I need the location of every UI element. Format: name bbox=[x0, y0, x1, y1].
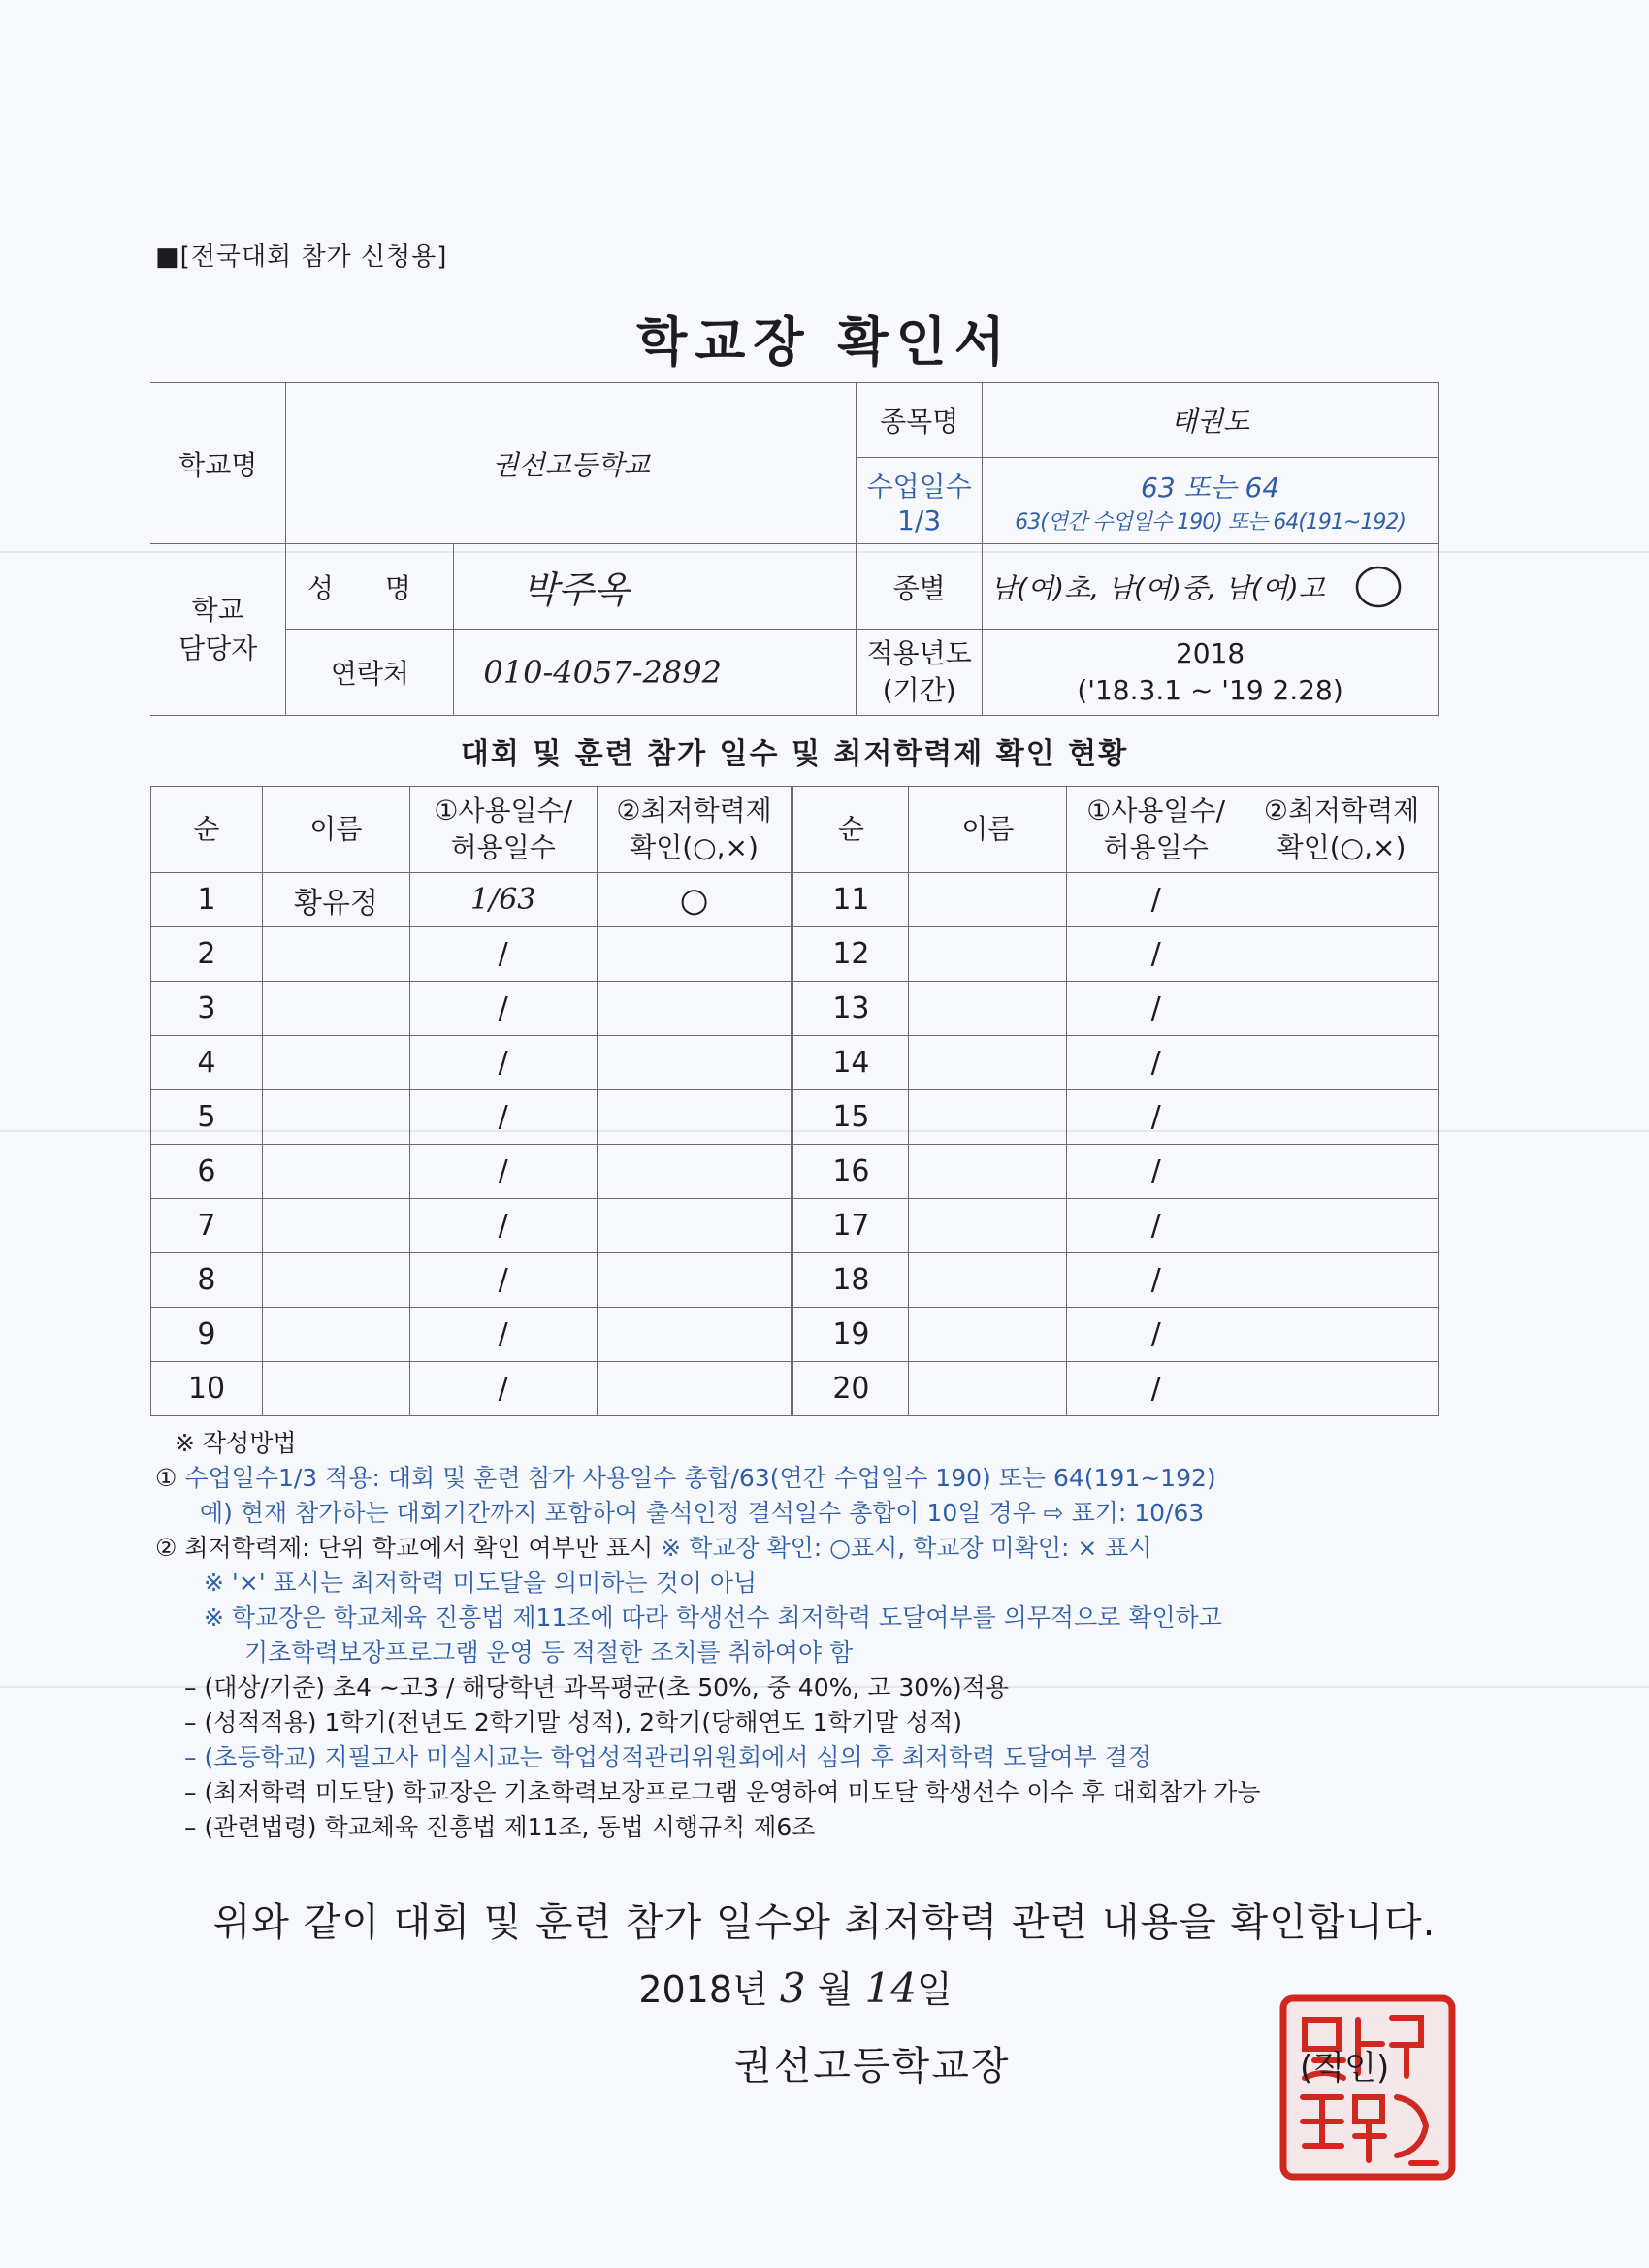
col-days bbox=[409, 787, 597, 873]
table-row bbox=[151, 1036, 1439, 1090]
roster-cell-no: 15 bbox=[792, 1090, 909, 1145]
roster-cell-check bbox=[1245, 1036, 1439, 1090]
note-2-marker: ② bbox=[155, 1534, 178, 1562]
roster-cell-days: / bbox=[1067, 1362, 1245, 1416]
col-check-line1: ②최저학력제 bbox=[1263, 794, 1420, 826]
table-row bbox=[151, 1308, 1439, 1362]
roster-cell-name bbox=[909, 1199, 1067, 1253]
category-label: 종별 bbox=[857, 544, 983, 630]
detail-2: – (성적적용) 1학기(전년도 2학기말 성적), 2학기(당해연도 1학기말 성적) bbox=[184, 1708, 962, 1736]
contact-value: 010-4057-2892 bbox=[454, 630, 857, 716]
notes-heading: ※ 작성방법 bbox=[175, 1429, 297, 1457]
roster-cell-no: 8 bbox=[151, 1253, 263, 1308]
roster-cell-no: 12 bbox=[792, 927, 909, 982]
table-row bbox=[151, 1362, 1439, 1416]
roster-cell-days: / bbox=[1067, 1199, 1245, 1253]
detail-1: – (대상/기준) 초4 ~고3 / 해당학년 과목평균(초 50%, 중 40%, 고 30%)적용 bbox=[184, 1673, 1009, 1701]
staff-label-line2: 담당자 bbox=[178, 632, 258, 664]
class-days-label-line1: 수업일수 bbox=[866, 470, 972, 502]
roster-cell-check bbox=[1245, 873, 1439, 927]
roster-cell-name bbox=[909, 1090, 1067, 1145]
roster-cell-name: 황유정 bbox=[262, 873, 409, 927]
roster-header-row bbox=[151, 787, 1439, 873]
note-1b: 예) 현재 참가하는 대회기간까지 포함하여 출석인정 결석일수 총합이 10일 경우 ⇨ 표기: 10/63 bbox=[200, 1499, 1205, 1527]
roster-cell-name bbox=[909, 982, 1067, 1036]
circle-mark bbox=[1351, 562, 1406, 612]
roster-cell-check bbox=[1245, 927, 1439, 982]
table-row bbox=[151, 1145, 1439, 1199]
roster-cell-days: / bbox=[1067, 1036, 1245, 1090]
roster-cell-name bbox=[909, 1145, 1067, 1199]
table-row bbox=[151, 1253, 1439, 1308]
roster-cell-check bbox=[597, 982, 792, 1036]
table-row bbox=[151, 873, 1439, 927]
roster-cell-check bbox=[597, 1090, 792, 1145]
roster-cell-check bbox=[597, 1253, 792, 1308]
table-row bbox=[151, 1090, 1439, 1145]
roster-cell-days: / bbox=[1067, 1253, 1245, 1308]
roster-cell-name bbox=[262, 982, 409, 1036]
staff-label bbox=[150, 544, 286, 716]
roster-cell-check bbox=[597, 1362, 792, 1416]
roster-cell-check bbox=[1245, 1090, 1439, 1145]
roster-cell-check bbox=[597, 1308, 792, 1362]
note-1a bbox=[155, 1461, 1445, 1496]
col-days-line2: 허용일수 bbox=[450, 831, 556, 863]
roster-cell-check bbox=[1245, 1308, 1439, 1362]
roster-body bbox=[151, 873, 1439, 1416]
roster-cell-no: 3 bbox=[151, 982, 263, 1036]
roster-cell-name bbox=[909, 873, 1067, 927]
roster-cell-no: 20 bbox=[792, 1362, 909, 1416]
notes-section bbox=[155, 1426, 1445, 1845]
col-days bbox=[1067, 787, 1245, 873]
name-label: 성 명 bbox=[286, 544, 454, 630]
roster-cell-check bbox=[1245, 1199, 1439, 1253]
roster-cell-name bbox=[909, 1253, 1067, 1308]
col-check-line2: 확인(○,×) bbox=[1277, 831, 1406, 863]
roster-cell-name bbox=[262, 1308, 409, 1362]
school-label: 학교명 bbox=[150, 383, 286, 544]
table-row bbox=[151, 1199, 1439, 1253]
class-days-label-line2: 1/3 bbox=[897, 503, 942, 536]
roster-cell-check bbox=[597, 1145, 792, 1199]
roster-cell-name bbox=[262, 1036, 409, 1090]
roster-cell-check bbox=[1245, 1253, 1439, 1308]
roster-cell-days: / bbox=[409, 1308, 597, 1362]
detail-5: – (관련법령) 학교체육 진흥법 제11조, 동법 시행규칙 제6조 bbox=[184, 1813, 816, 1841]
sport-value: 태권도 bbox=[983, 383, 1439, 458]
col-check bbox=[597, 787, 792, 873]
roster-cell-days: / bbox=[1067, 982, 1245, 1036]
roster-cell-name bbox=[909, 927, 1067, 982]
roster-cell-no: 9 bbox=[151, 1308, 263, 1362]
roster-cell-no: 5 bbox=[151, 1090, 263, 1145]
contact-label: 연락처 bbox=[286, 630, 454, 716]
detail-3: – (초등학교) 지필고사 미실시교는 학업성적관리위원회에서 심의 후 최저학력 도달여부 결정 bbox=[184, 1743, 1152, 1771]
note-2 bbox=[155, 1531, 1445, 1566]
col-check-line2: 확인(○,×) bbox=[630, 831, 759, 863]
roster-cell-check bbox=[1245, 1362, 1439, 1416]
roster-cell-no: 18 bbox=[792, 1253, 909, 1308]
note-2-highlight: ※ 학교장 확인: ○표시, 학교장 미확인: × 표시 bbox=[653, 1534, 1152, 1562]
col-days-line1: ①사용일수/ bbox=[1086, 794, 1226, 826]
col-name: 이름 bbox=[262, 787, 409, 873]
year-label-line1: 적용년도 bbox=[866, 637, 972, 669]
roster-cell-days: / bbox=[1067, 1090, 1245, 1145]
roster-cell-name bbox=[262, 927, 409, 982]
table-row bbox=[151, 927, 1439, 982]
roster-cell-days: / bbox=[409, 1036, 597, 1090]
roster-cell-no: 17 bbox=[792, 1199, 909, 1253]
year-label-line2: (기간) bbox=[882, 674, 956, 706]
section-title: 대회 및 훈련 참가 일수 및 최저학력제 확인 현황 bbox=[460, 737, 1129, 771]
roster-cell-name bbox=[262, 1145, 409, 1199]
confirmation-text: 위와 같이 대회 및 훈련 참가 일수와 최저학력 관련 내용을 확인합니다. bbox=[212, 1900, 1437, 1945]
roster-cell-no: 4 bbox=[151, 1036, 263, 1090]
roster-cell-no: 7 bbox=[151, 1199, 263, 1253]
roster-cell-name bbox=[909, 1362, 1067, 1416]
col-check-line1: ②최저학력제 bbox=[616, 794, 772, 826]
date-month-unit: 월 bbox=[817, 1968, 854, 2011]
roster-cell-days: / bbox=[1067, 1308, 1245, 1362]
roster-cell-check bbox=[597, 927, 792, 982]
note-5: 기초학력보장프로그램 운영 등 적절한 조치를 취하여야 함 bbox=[244, 1638, 854, 1667]
class-days-main: 63 또는 64 bbox=[1141, 470, 1280, 503]
roster-cell-check bbox=[597, 1036, 792, 1090]
note-3: ※ '×' 표시는 최저학력 미도달을 의미하는 것이 아님 bbox=[204, 1569, 758, 1597]
roster-cell-days: / bbox=[1067, 927, 1245, 982]
col-days-line1: ①사용일수/ bbox=[434, 794, 573, 826]
roster-cell-check: ○ bbox=[597, 873, 792, 927]
roster-cell-no: 10 bbox=[151, 1362, 263, 1416]
note-4: ※ 학교장은 학교체육 진흥법 제11조에 따라 학생선수 최저학력 도달여부를 의무적으로 확인하고 bbox=[204, 1604, 1222, 1632]
roster-cell-check bbox=[1245, 982, 1439, 1036]
school-value: 권선고등학교 bbox=[286, 383, 857, 544]
roster-cell-days: / bbox=[409, 927, 597, 982]
roster-cell-no: 19 bbox=[792, 1308, 909, 1362]
class-days-value bbox=[983, 458, 1439, 544]
roster-cell-days: / bbox=[409, 1199, 597, 1253]
roster-cell-no: 2 bbox=[151, 927, 263, 982]
roster-cell-days: / bbox=[1067, 873, 1245, 927]
school-info-table bbox=[150, 382, 1439, 716]
date-year: 2018년 bbox=[638, 1968, 768, 2011]
roster-cell-days: / bbox=[409, 982, 597, 1036]
roster-cell-days: / bbox=[409, 1362, 597, 1416]
col-name: 이름 bbox=[909, 787, 1067, 873]
class-days-note: 63(연간 수업일수 190) 또는 64(191~192) bbox=[1015, 509, 1406, 535]
col-no: 순 bbox=[151, 787, 263, 873]
roster-cell-name bbox=[262, 1362, 409, 1416]
roster-cell-no: 6 bbox=[151, 1145, 263, 1199]
year-main: 2018 bbox=[1175, 637, 1245, 669]
date-month: 3 bbox=[779, 1964, 806, 2012]
col-days-line2: 허용일수 bbox=[1103, 831, 1209, 863]
note-1a-text: 수업일수1/3 적용: 대회 및 훈련 참가 사용일수 총합/63(연간 수업일수 190) 또는 64(191~192) bbox=[184, 1464, 1216, 1492]
staff-label-line1: 학교 bbox=[191, 594, 244, 626]
roster-cell-check bbox=[597, 1199, 792, 1253]
category-text: 남(여)초, 남(여)중, 남(여)고 bbox=[990, 571, 1325, 604]
roster-cell-days: / bbox=[409, 1253, 597, 1308]
class-days-label bbox=[857, 458, 983, 544]
seal-label: (직인) bbox=[1300, 2049, 1390, 2088]
roster-cell-check bbox=[1245, 1145, 1439, 1199]
roster-cell-name bbox=[909, 1308, 1067, 1362]
year-value bbox=[983, 630, 1439, 716]
period-value: ('18.3.1 ~ '19 2.28) bbox=[1077, 674, 1343, 706]
roster-table bbox=[150, 786, 1439, 1416]
col-check bbox=[1245, 787, 1439, 873]
year-label bbox=[857, 630, 983, 716]
date-day-unit: 일 bbox=[916, 1968, 953, 2011]
roster-cell-days: / bbox=[409, 1090, 597, 1145]
roster-cell-days: / bbox=[409, 1145, 597, 1199]
page-title: 학교장 확인서 bbox=[636, 311, 1013, 373]
table-row bbox=[151, 982, 1439, 1036]
detail-4: – (최저학력 미도달) 학교장은 기초학력보장프로그램 운영하여 미도달 학생선수 이수 후 대회참가 가능 bbox=[184, 1778, 1261, 1806]
roster-cell-name bbox=[262, 1253, 409, 1308]
roster-cell-no: 14 bbox=[792, 1036, 909, 1090]
roster-cell-name bbox=[909, 1036, 1067, 1090]
roster-cell-no: 13 bbox=[792, 982, 909, 1036]
roster-cell-name bbox=[262, 1199, 409, 1253]
roster-cell-days: 1/63 bbox=[409, 873, 597, 927]
note-2-text: 최저학력제: 단위 학교에서 확인 여부만 표시 bbox=[184, 1534, 654, 1562]
roster-cell-no: 1 bbox=[151, 873, 263, 927]
name-value: 박주옥 bbox=[454, 544, 857, 630]
date-day: 14 bbox=[864, 1964, 917, 2012]
roster-cell-name bbox=[262, 1090, 409, 1145]
note-1-marker: ① bbox=[155, 1464, 178, 1492]
signer-name: 권선고등학교장 bbox=[734, 2044, 1011, 2089]
roster-cell-no: 16 bbox=[792, 1145, 909, 1199]
category-value bbox=[983, 544, 1439, 630]
form-tag: ■[전국대회 참가 신청용] bbox=[155, 243, 448, 272]
col-no: 순 bbox=[792, 787, 909, 873]
sport-label: 종목명 bbox=[857, 383, 983, 458]
roster-cell-no: 11 bbox=[792, 873, 909, 927]
roster-cell-days: / bbox=[1067, 1145, 1245, 1199]
